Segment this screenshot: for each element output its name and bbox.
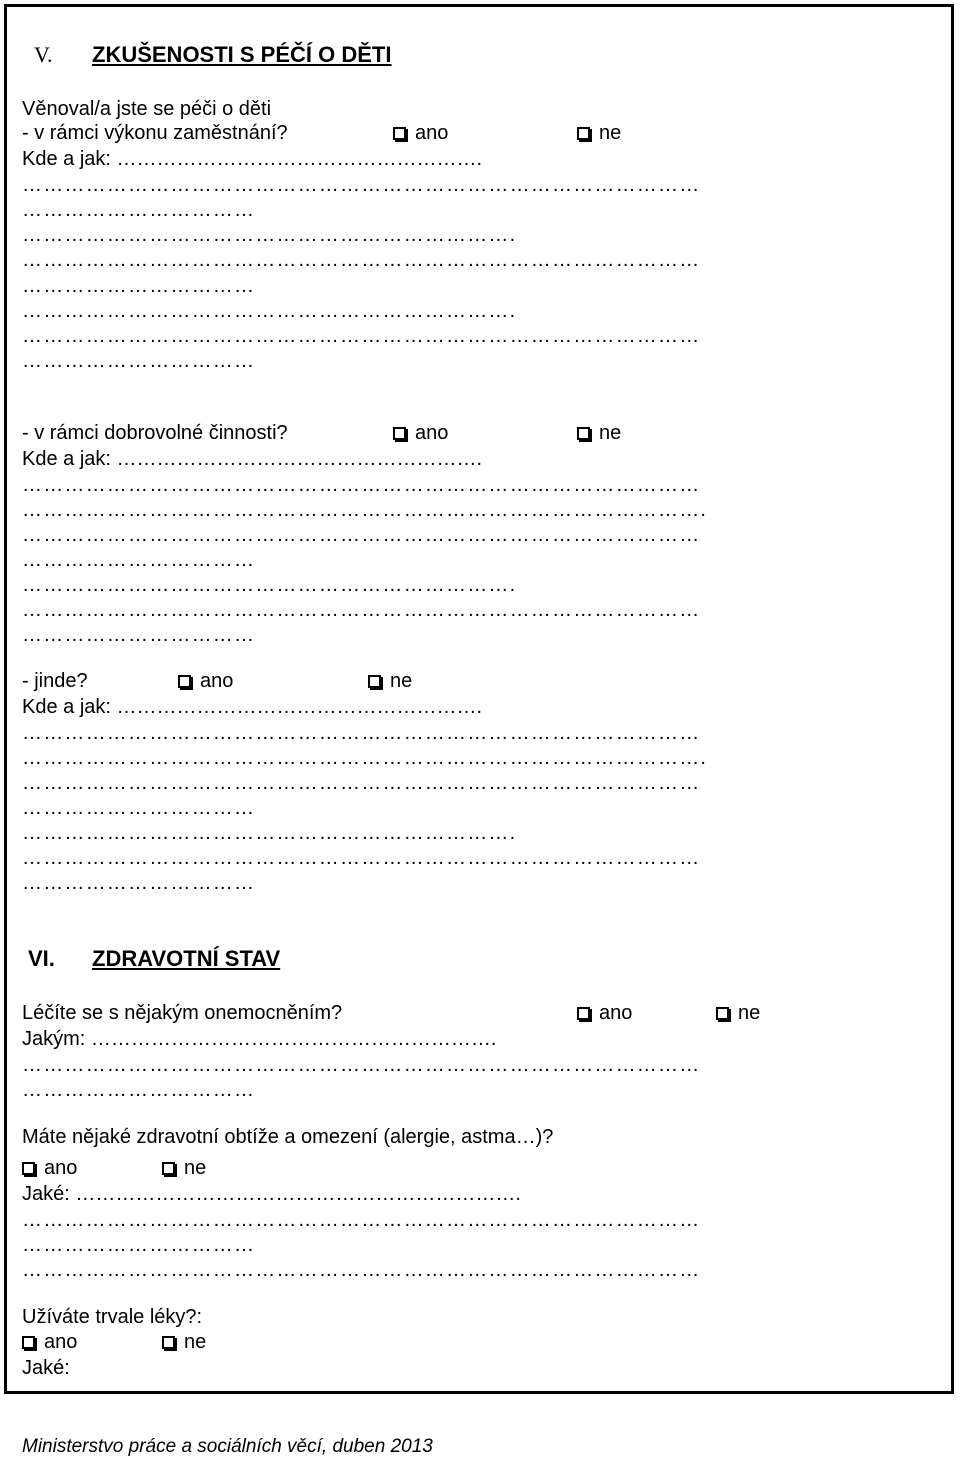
answer-line[interactable]: …………………………… (22, 797, 256, 819)
checkbox-square-icon (162, 1336, 175, 1349)
answer-line[interactable]: ……………………………………………………………. (22, 224, 517, 246)
checkbox-square-icon (393, 427, 406, 440)
answer-line[interactable]: …………………………………………………………………………………… (22, 524, 701, 546)
question-illness: Léčíte se s nějakým onemocněním? (22, 1002, 343, 1024)
answer-prompt[interactable]: Jaké: (22, 1357, 70, 1379)
answer-line[interactable]: …………………………… (22, 275, 256, 297)
answer-line[interactable]: ……………………………………………………………………………………. (22, 499, 708, 521)
answer-line[interactable]: …………………………………………………………………………………… (22, 1209, 701, 1231)
checkbox-yes[interactable]: ano (577, 1001, 632, 1025)
answer-prompt[interactable]: Kde a jak: ………………………………………………. (22, 696, 483, 718)
answer-line[interactable]: …………………………………………………………………………………… (22, 599, 701, 621)
checkbox-yes[interactable]: ano (393, 121, 448, 145)
checkbox-yes[interactable]: ano (22, 1156, 77, 1180)
checkbox-square-icon (368, 675, 381, 688)
checkbox-no[interactable]: ne (577, 121, 621, 145)
answer-prompt[interactable]: Kde a jak: ………………………………………………. (22, 448, 483, 470)
checkbox-square-icon (22, 1336, 35, 1349)
answer-prompt[interactable]: Kde a jak: ………………………………………………. (22, 148, 483, 170)
answer-line[interactable]: …………………………… (22, 872, 256, 894)
checkbox-yes[interactable]: ano (393, 421, 448, 445)
answer-line[interactable]: …………………………… (22, 549, 256, 571)
section-intro: Věnoval/a jste se péči o děti (22, 98, 272, 120)
checkbox-yes[interactable]: ano (22, 1330, 77, 1354)
answer-line[interactable]: …………………………………………………………………………………… (22, 249, 701, 271)
footer-text: Ministerstvo práce a sociálních věcí, duben 2013 (22, 1436, 433, 1457)
checkbox-no[interactable]: ne (716, 1001, 760, 1025)
checkbox-square-icon (22, 1162, 35, 1175)
section-title: ZKUŠENOSTI S PÉČÍ O DĚTI (92, 42, 392, 67)
checkbox-yes[interactable]: ano (178, 669, 233, 693)
checkbox-square-icon (577, 1007, 590, 1020)
answer-line[interactable]: …………………………… (22, 350, 256, 372)
section-number: V. (34, 42, 53, 67)
answer-line[interactable]: …………………………………………………………………………………… (22, 474, 701, 496)
answer-line[interactable]: …………………………………………………………………………………… (22, 847, 701, 869)
answer-line[interactable]: …………………………… (22, 624, 256, 646)
checkbox-square-icon (577, 427, 590, 440)
question-elsewhere: - jinde? (22, 670, 88, 692)
answer-line[interactable]: …………………………………………………………………………………… (22, 174, 701, 196)
checkbox-no[interactable]: ne (368, 669, 412, 693)
answer-line[interactable]: …………………………………………………………………………………… (22, 1259, 701, 1281)
section-title: ZDRAVOTNÍ STAV (92, 946, 281, 971)
checkbox-square-icon (393, 127, 406, 140)
question-medication: Užíváte trvale léky?: (22, 1306, 203, 1328)
answer-line[interactable]: …………………………… (22, 199, 256, 221)
checkbox-no[interactable]: ne (577, 421, 621, 445)
answer-line[interactable]: …………………………………………………………………………………… (22, 772, 701, 794)
answer-line[interactable]: …………………………… (22, 1079, 256, 1101)
answer-line[interactable]: …………………………………………………………………………………… (22, 325, 701, 347)
question-volunteering: - v rámci dobrovolné činnosti? (22, 422, 288, 444)
answer-line[interactable]: …………………………………………………………………………………… (22, 1054, 701, 1076)
checkbox-square-icon (577, 127, 590, 140)
answer-line[interactable]: …………………………… (22, 1234, 256, 1256)
section-number: VI. (28, 946, 55, 971)
question-employment: - v rámci výkonu zaměstnání? (22, 122, 288, 144)
answer-line[interactable]: …………………………………………………………………………………… (22, 722, 701, 744)
checkbox-square-icon (716, 1007, 729, 1020)
answer-prompt[interactable]: Jaké: …………………………………………………………. (22, 1183, 521, 1205)
answer-line[interactable]: ……………………………………………………………. (22, 822, 517, 844)
answer-line[interactable]: ……………………………………………………………………………………. (22, 747, 708, 769)
checkbox-square-icon (162, 1162, 175, 1175)
checkbox-no[interactable]: ne (162, 1156, 206, 1180)
question-health-issues: Máte nějaké zdravotní obtíže a omezení (alergie, astma…)? (22, 1126, 554, 1148)
checkbox-no[interactable]: ne (162, 1330, 206, 1354)
answer-line[interactable]: ……………………………………………………………. (22, 574, 517, 596)
answer-line[interactable]: ……………………………………………………………. (22, 300, 517, 322)
checkbox-square-icon (178, 675, 191, 688)
answer-prompt[interactable]: Jakým: ……………………………………………………. (22, 1028, 497, 1050)
